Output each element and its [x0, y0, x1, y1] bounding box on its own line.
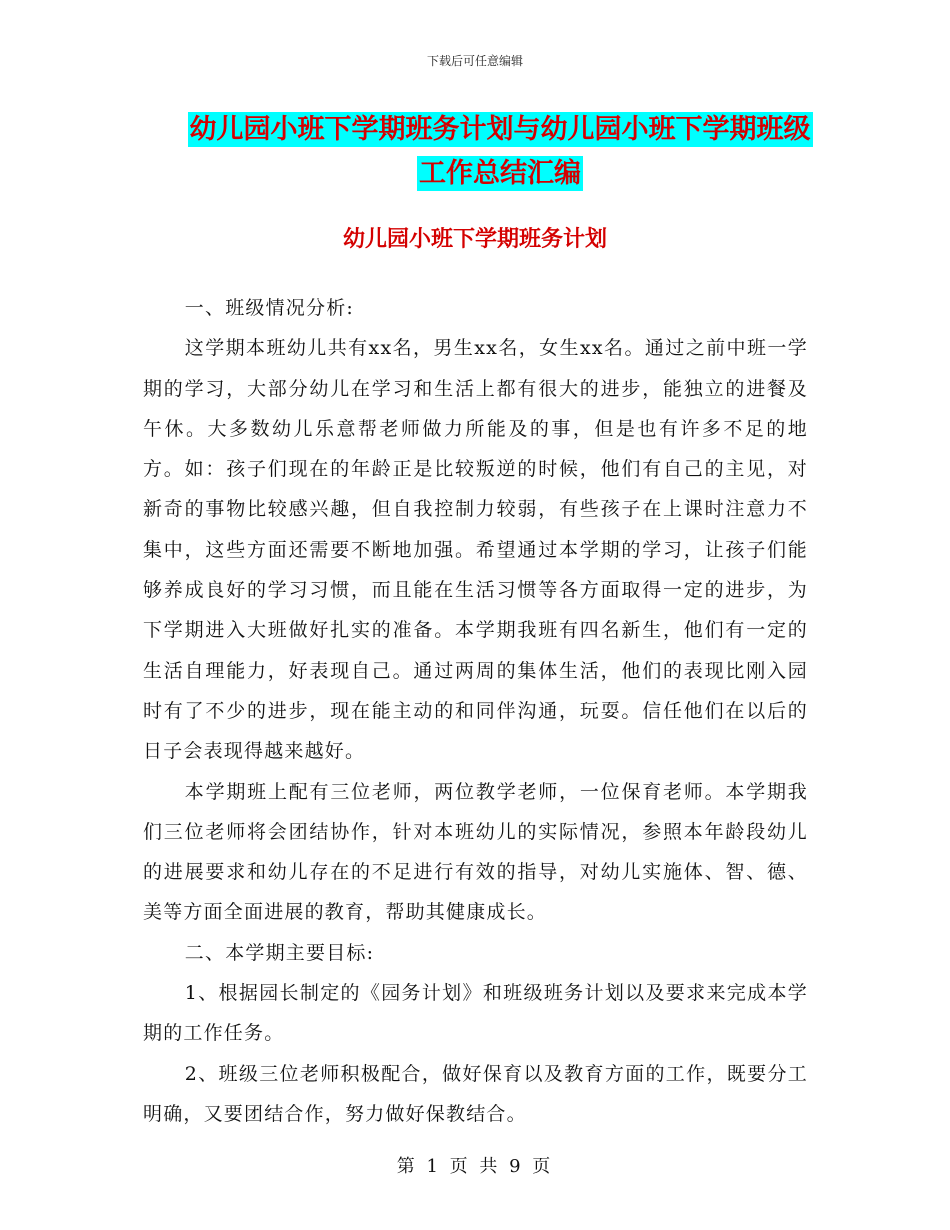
document-body	[143, 288, 808, 1134]
document-title-line-2: 工作总结汇编	[419, 158, 581, 189]
document-title	[160, 108, 840, 196]
page-footer: 第 1 页 共 9 页	[396, 1156, 554, 1177]
paragraph-class-situation: 这学期本班幼儿共有xx名，男生xx名，女生xx名。通过之前中班一学期的学习，大部分幼儿在学习和生活上都有很大的进步，能独立的进餐及午休。大多数幼儿乐意帮老师做力所能及的事，但是也有许多不足的地方。如：孩子们现在的年龄正是比较叛逆的时候，他们有自己的主见，对新奇的事物比较感兴趣，但自我控制力较弱，有些孩子在上课时注意力不集中，这些方面还需要不断地加强。希望通过本学期的学习，让孩子们能够养成良好的学习习惯，而且能在生活习惯等各方面取得一定的进步，为下学期进入大班做好扎实的准备。本学期我班有四名新生，他们有一定的生活自理能力，好表现自己。通过两周的集体生活，他们的表现比刚入园时有了不少的进步，现在能主动的和同伴沟通，玩耍。信任他们在以后的日子会表现得越来越好。	[143, 337, 808, 763]
header-note: 下载后可任意编辑	[426, 54, 523, 68]
heading-main-goals: 二、本学期主要目标:	[184, 941, 375, 964]
paragraph-goal-2: 2、班级三位老师积极配合，做好保育以及教育方面的工作，既要分工明确，又要团结合作，努力做好保教结合。	[143, 1062, 808, 1125]
section-title: 幼儿园小班下学期班务计划	[342, 227, 607, 252]
paragraph-goal-1: 1、根据园长制定的《园务计划》和班级班务计划以及要求来完成本学期的工作任务。	[143, 982, 808, 1045]
heading-class-analysis: 一、班级情况分析:	[184, 297, 354, 319]
paragraph-teachers: 本学期班上配有三位老师，两位教学老师，一位保育老师。本学期我们三位老师将会团结协作，针对本班幼儿的实际情况，参照本年龄段幼儿的进展要求和幼儿存在的不足进行有效的指导，对幼儿实施体、智、德、美等方面全面进展的教育，帮助其健康成长。	[143, 780, 808, 924]
document-title-line-1: 幼儿园小班下学期班务计划与幼儿园小班下学期班级	[189, 114, 811, 145]
